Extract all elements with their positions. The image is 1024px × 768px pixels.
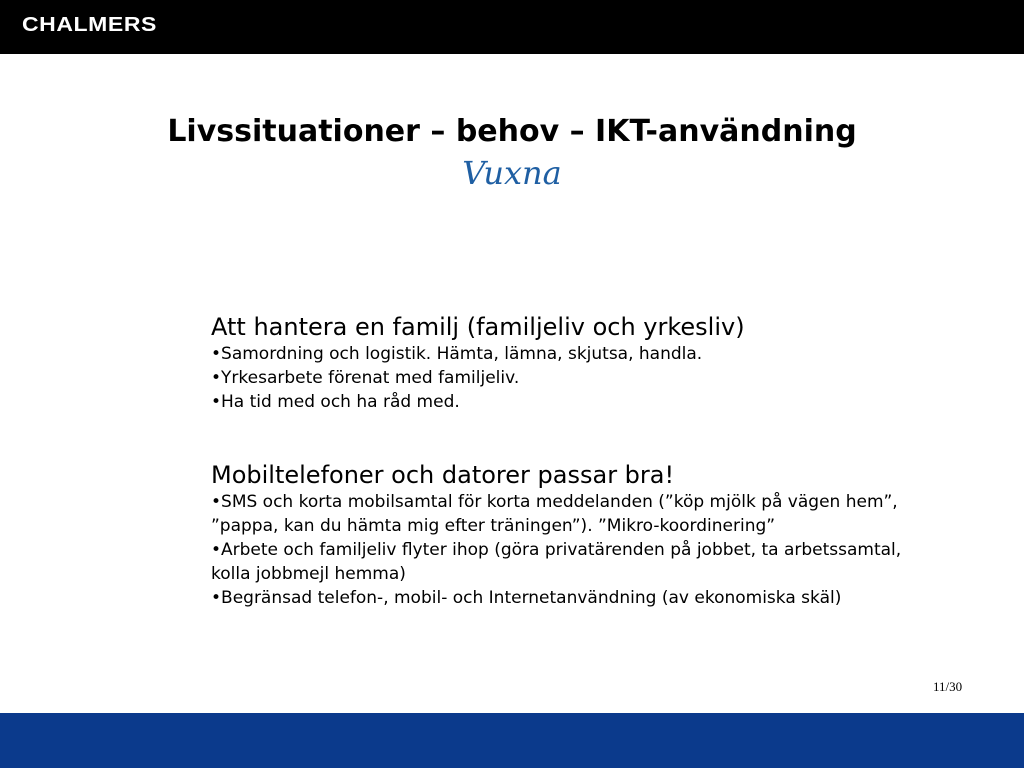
page-number: 11/30: [933, 679, 963, 694]
section-heading: Mobiltelefoner och datorer passar bra!: [211, 461, 675, 489]
bullet-item: •SMS och korta mobilsamtal för korta meddelanden (”köp mjölk på vägen hem”, ”pappa, kan du hämta mig efter träningen”). ”Mikro-koordinering”: [211, 492, 898, 536]
footer-bar: [0, 713, 1024, 768]
bullet-item: •Ha tid med och ha råd med.: [211, 392, 460, 412]
section-heading: Att hantera en familj (familjeliv och yrkesliv): [211, 313, 745, 341]
chalmers-logo: CHALMERS: [22, 14, 157, 36]
slide-subtitle: Vuxna: [462, 154, 562, 192]
slide-content: [211, 312, 911, 610]
section-family: [211, 312, 911, 414]
section-spacer: [211, 414, 911, 460]
header-bar: [0, 0, 1024, 54]
bullet-item: •Begränsad telefon-, mobil- och Internetanvändning (av ekonomiska skäl): [211, 588, 842, 608]
bullet-item: •Samordning och logistik. Hämta, lämna, skjutsa, handla.: [211, 344, 703, 364]
slide-title: Livssituationer – behov – IKT-användning: [167, 114, 857, 149]
section-devices: [211, 460, 911, 610]
bullet-item: •Yrkesarbete förenat med familjeliv.: [211, 368, 520, 388]
bullet-item: •Arbete och familjeliv flyter ihop (göra privatärenden på jobbet, ta arbetssamtal, kolla jobbmejl hemma): [211, 540, 902, 584]
